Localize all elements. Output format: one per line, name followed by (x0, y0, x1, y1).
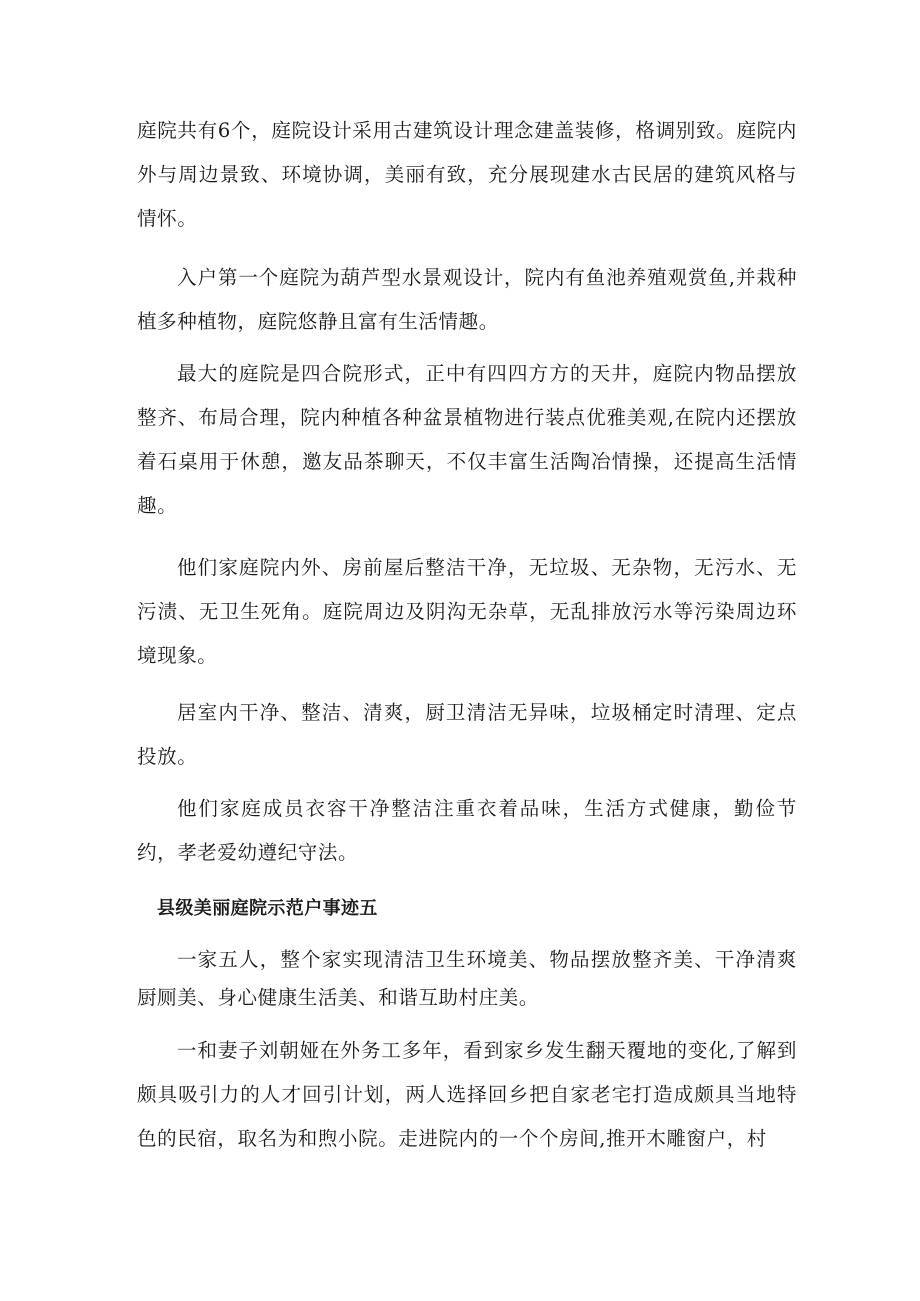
section-heading: 县级美丽庭院示范户事迹五 (157, 898, 378, 919)
paragraph-cleanliness: 他们家庭院内外、房前屋后整洁干净，无垃圾、无杂物，无污水、无污渍、无卫生死角。庭院周边及阴沟无杂草，无乱排放污水等污染周边环境现象。 (137, 556, 797, 667)
paragraph-courtyard-overview: 庭院共有6个，庭院设计采用古建筑设计理念建盖装修，格调别致。庭院内外与周边景致、环境协调，美丽有致，充分展现建水古民居的建筑风格与情怀。 (137, 119, 797, 230)
paragraph-family-of-five: 一家五人，整个家实现清洁卫生环境美、物品摆放整齐美、干净清爽厨厕美、身心健康生活美、和谐互助村庄美。 (137, 948, 797, 1009)
paragraph-main-courtyard: 最大的庭院是四合院形式，正中有四四方方的天井，庭院内物品摆放整齐、布局合理，院内种植各种盆景植物进行装点优雅美观,在院内还摆放着石桌用于休憩，邀友品茶聊天，不仅丰富生活陶冶情操，还提高生活情趣。 (137, 362, 797, 517)
paragraph-homestay: 一和妻子刘朝娅在外务工多年，看到家乡发生翻天覆地的变化,了解到颇具吸引力的人才回引计划，两人选择回乡把自家老宅打造成颇具当地特色的民宿，取名为和煦小院。走进院内的一个个房间,推开木雕窗户，村 (137, 1039, 797, 1150)
paragraph-indoor: 居室内干净、整洁、清爽，厨卫清洁无异味，垃圾桶定时清理、定点投放。 (137, 701, 797, 768)
paragraph-family-members: 他们家庭成员衣容干净整洁注重衣着品味，生活方式健康，勤俭节约，孝老爱幼遵纪守法。 (137, 797, 797, 864)
paragraph-entry-courtyard: 入户第一个庭院为葫芦型水景观设计，院内有鱼池养殖观赏鱼,并栽种植多种植物，庭院悠静且富有生活情趣。 (137, 266, 797, 333)
